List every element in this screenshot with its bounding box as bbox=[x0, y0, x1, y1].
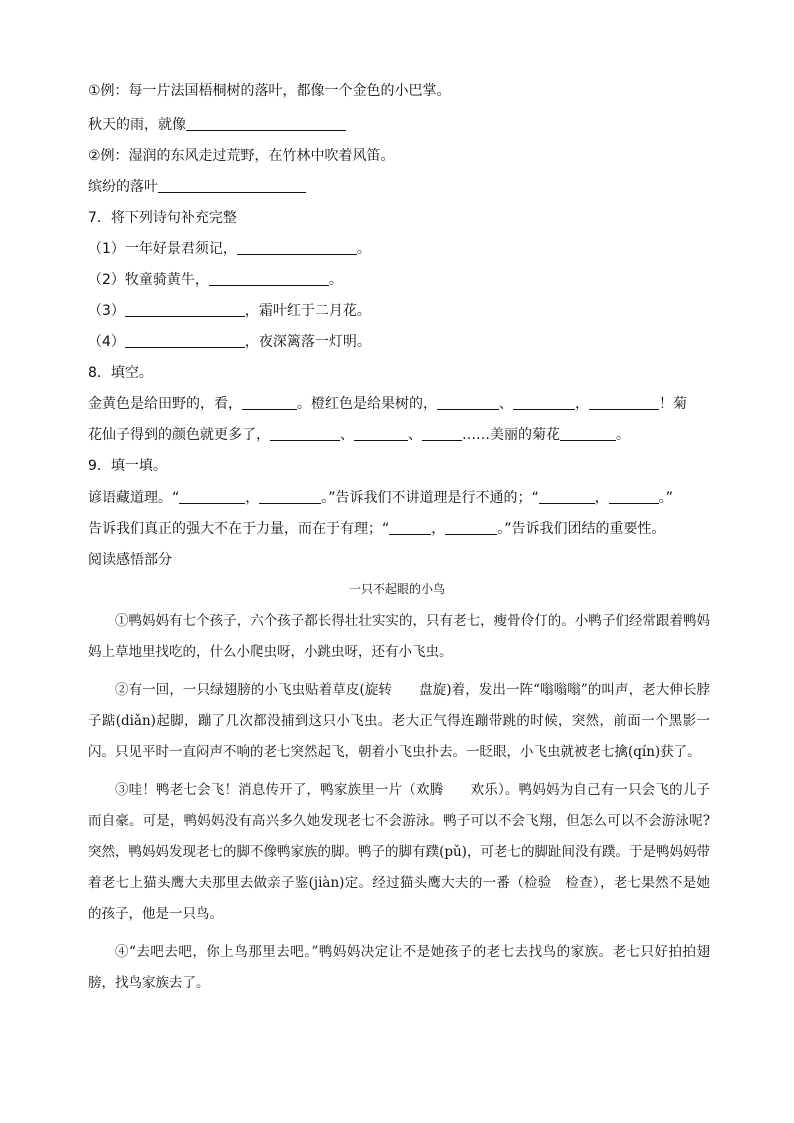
story-paragraph-1: ①鸭妈妈有七个孩子，六个孩子都长得壮壮实实的，只有老七，瘦骨伶仃的。小鸭子们经常跟着鸭妈妈上草地里找吃的，什么小爬虫呀，小跳虫呀，还有小飞虫。 bbox=[88, 613, 710, 660]
q9-text: 谚语藏道理。“ bbox=[88, 490, 180, 506]
answer-blank[interactable] bbox=[513, 395, 575, 410]
q9-text: ， bbox=[431, 521, 446, 537]
answer-blank[interactable] bbox=[270, 426, 340, 441]
q9-title: 9．填一填。 bbox=[88, 458, 167, 474]
story-paragraph-2: ②有一回，一只绿翅膀的小飞虫贴着草皮(旋转 盘旋)着，发出一阵“嗡嗡嗡”的叫声，老大伸长脖子踮(diǎn)起脚，蹦了几次都没捕到这只小飞虫。老大正气得连蹦带跳的时候，突然，前面一个黑影一闪。只见平时一直闷声不响的老七突然起飞，朝着小飞虫扑去。一眨眼，小飞虫就被老七擒(qín)获了。 bbox=[88, 682, 710, 760]
answer-blank[interactable] bbox=[422, 426, 462, 441]
answer-blank[interactable] bbox=[539, 489, 595, 504]
q8-text: ， bbox=[575, 396, 589, 412]
q8-title: 8．填空。 bbox=[88, 365, 153, 381]
q8-text: 金黄色是给田野的，看， bbox=[88, 396, 242, 412]
q7-line-4-text: （4） bbox=[88, 334, 125, 350]
q7-line-1 bbox=[88, 239, 371, 259]
q6-fill-2 bbox=[88, 177, 306, 197]
answer-blank[interactable] bbox=[209, 271, 329, 286]
q9-text: 。” bbox=[658, 490, 674, 506]
q7-line-3-end: ，霜叶红于二月花。 bbox=[244, 303, 371, 319]
q7-line-2-text: （2）牧童骑黄牛， bbox=[88, 272, 209, 288]
q7-line-4-end: ，夜深篱落一灯明。 bbox=[244, 334, 371, 350]
answer-blank[interactable] bbox=[560, 426, 616, 441]
q9-text: 告诉我们真正的强大不在于力量，而在于有理；“ bbox=[88, 521, 390, 537]
q8-line-1 bbox=[88, 394, 687, 414]
answer-blank[interactable] bbox=[125, 333, 245, 348]
q7-line-4 bbox=[88, 332, 371, 352]
q6-fill-1-prompt: 秋天的雨，就像 bbox=[88, 117, 186, 133]
answer-blank[interactable] bbox=[242, 395, 297, 410]
q8-text: ……美丽的菊花 bbox=[462, 427, 560, 443]
q7-line-1-text: （1）一年好景君须记， bbox=[88, 241, 237, 257]
q7-line-3-text: （3） bbox=[88, 303, 125, 319]
q8-text: 、 bbox=[408, 427, 422, 443]
story-paragraph-4: ④“去吧去吧，你上鸟那里去吧。”鸭妈妈决定让不是她孩子的老七去找鸟的家族。老七只好拍拍翅膀，找鸟家族去了。 bbox=[88, 944, 710, 991]
q6-example-2: ②例：湿润的东风走过荒野，在竹林中吹着风笛。 bbox=[88, 148, 395, 164]
answer-blank[interactable] bbox=[186, 116, 346, 131]
answer-blank[interactable] bbox=[589, 395, 659, 410]
q8-text: 花仙子得到的颜色就更多了， bbox=[88, 427, 270, 443]
answer-blank[interactable] bbox=[158, 178, 306, 193]
q8-line-2 bbox=[88, 425, 630, 445]
answer-blank[interactable] bbox=[179, 489, 245, 504]
answer-blank[interactable] bbox=[259, 489, 321, 504]
q7-title: 7．将下列诗句补充完整 bbox=[88, 210, 237, 226]
q8-text: ！菊 bbox=[659, 396, 687, 412]
q8-text: 。 bbox=[616, 427, 630, 443]
q9-line-1 bbox=[88, 488, 673, 508]
q9-text: 。”告诉我们不讲道理是行不通的；“ bbox=[321, 490, 539, 506]
q6-fill-2-prompt: 缤纷的落叶 bbox=[88, 179, 158, 195]
story-paragraph-3: ③哇！鸭老七会飞！消息传开了，鸭家族里一片（欢腾 欢乐）。鸭妈妈为自己有一只会飞的儿子而自豪。可是，鸭妈妈没有高兴多久她发现老七不会游泳。鸭子可以不会飞翔，但怎么可以不会游泳呢?突然，鸭妈妈发现老七的脚不像鸭家族的脚。鸭子的脚有蹼(pǔ)，可老七的脚趾间没有蹼。于是鸭妈妈带着老七上猫头鹰大夫那里去做亲子鉴(jiàn)定。经过猫头鹰大夫的一番（检验 检查），老七果然不是她的孩子，他是一只鸟。 bbox=[88, 782, 710, 922]
answer-blank[interactable] bbox=[437, 395, 499, 410]
q8-text: 。橙红色是给果树的， bbox=[297, 396, 437, 412]
q7-line-2-end: 。 bbox=[328, 272, 343, 288]
q9-text: ， bbox=[594, 490, 609, 506]
answer-blank[interactable] bbox=[237, 240, 357, 255]
story-body bbox=[88, 606, 710, 999]
q7-line-3 bbox=[88, 301, 371, 321]
q9-line-2 bbox=[88, 519, 666, 539]
answer-blank[interactable] bbox=[609, 489, 659, 504]
q6-example-1: ①例：每一片法国梧桐树的落叶，都像一个金色的小巴掌。 bbox=[88, 83, 451, 99]
q6-fill-1 bbox=[88, 115, 346, 135]
answer-blank[interactable] bbox=[125, 302, 245, 317]
q7-line-2 bbox=[88, 270, 343, 290]
story-title: 一只不起眼的小鸟 bbox=[348, 582, 445, 596]
answer-blank[interactable] bbox=[354, 426, 408, 441]
answer-blank[interactable] bbox=[445, 520, 497, 535]
q8-text: 、 bbox=[499, 396, 513, 412]
section-heading: 阅读感悟部分 bbox=[88, 552, 172, 568]
q9-text: 。”告诉我们团结的重要性。 bbox=[497, 521, 666, 537]
q7-line-1-end: 。 bbox=[356, 241, 371, 257]
q9-text: ， bbox=[245, 490, 260, 506]
answer-blank[interactable] bbox=[389, 520, 431, 535]
q8-text: 、 bbox=[340, 427, 354, 443]
